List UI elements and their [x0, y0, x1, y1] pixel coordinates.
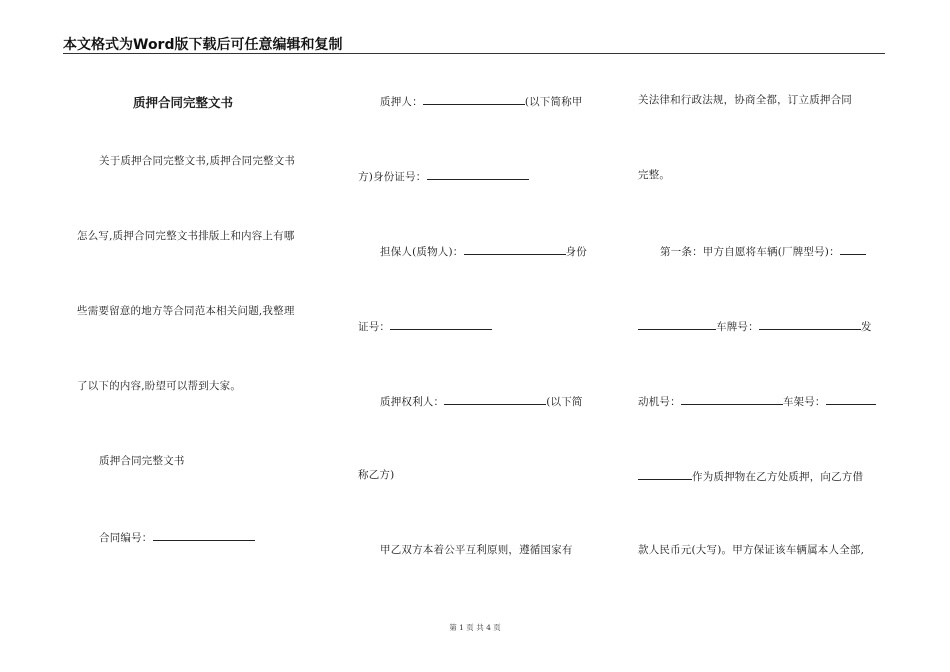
model-continued-blank: [638, 318, 716, 330]
pledgor-label: 质押人：: [380, 96, 423, 108]
header-text: 本文格式为Word版下载后可任意编辑和复制: [63, 37, 343, 53]
contract-number-blank: [153, 529, 255, 541]
law-line: 关法律和行政法规，协商全都，订立质押合同: [638, 94, 852, 106]
plate-number-line: [638, 318, 872, 334]
column-1: [77, 0, 327, 672]
guarantor-blank: [464, 243, 566, 255]
id-number-2-label: 证号：: [358, 321, 391, 333]
pledgee-label: 质押权利人：: [380, 396, 445, 408]
column-3: [638, 0, 893, 672]
id-number-2-line: [358, 318, 492, 334]
pledge-item-line: [638, 468, 863, 484]
column-2: [358, 0, 608, 672]
contract-number-line: [99, 529, 255, 545]
paragraph-line-2: 怎么写,质押合同完整文书排版上和内容上有哪: [77, 230, 295, 242]
contract-number-label: 合同编号：: [99, 532, 153, 544]
pledgor-blank: [423, 93, 525, 105]
pledgee-suffix: (以下简: [546, 396, 583, 408]
frame-number-blank: [826, 393, 876, 405]
document-title: 质押合同完整文书: [133, 95, 234, 110]
vehicle-model-blank: [840, 243, 866, 255]
id-number-label: 方)身份证号：: [358, 171, 427, 183]
principle-line: 甲乙双方本着公平互利原则，遵循国家有: [380, 544, 573, 556]
guarantor-line: [380, 243, 587, 259]
complete-line: 完整。: [638, 169, 671, 181]
frame-number-label: 车架号：: [782, 396, 826, 408]
engine-number-blank: [681, 393, 783, 405]
paragraph-line-3: 些需要留意的地方等合同范本相关问题,我整理: [77, 305, 295, 317]
loan-amount-line: 款人民币元(大写)。甲方保证该车辆属本人全部,: [638, 544, 865, 556]
vehicle-model-label: 第一条：甲方自愿将车辆(厂牌型号)：: [660, 246, 840, 258]
guarantor-suffix: 身份: [565, 246, 587, 258]
engine-number-line: [638, 393, 876, 409]
pledge-item-text: 作为质押物在乙方处质押，向乙方借: [692, 471, 864, 483]
pledge-item-blank: [638, 468, 692, 480]
plate-number-label: 车牌号：: [716, 321, 759, 333]
engine-number-label: 动机号：: [638, 396, 681, 408]
pledgor-suffix: (以下简称甲: [524, 96, 583, 108]
id-number-2-blank: [390, 318, 492, 330]
paragraph-line-4: 了以下的内容,盼望可以帮到大家。: [77, 380, 242, 392]
pledgee-end-line: 称乙方): [358, 469, 395, 481]
pledgee-blank: [444, 393, 546, 405]
article-one-line: [660, 243, 866, 259]
pledgee-line: [380, 393, 583, 409]
paragraph-line-1: 关于质押合同完整文书,质押合同完整文书: [99, 155, 296, 167]
pledgor-line: [380, 93, 583, 109]
page-footer: 第 1 页 共 4 页: [449, 623, 501, 632]
plate-number-suffix: 发: [860, 321, 872, 333]
plate-number-blank: [759, 318, 861, 330]
guarantor-label: 担保人(质物人)：: [380, 246, 464, 258]
id-number-line: [358, 168, 529, 184]
id-number-blank: [427, 168, 529, 180]
section-heading: 质押合同完整文书: [99, 455, 185, 467]
